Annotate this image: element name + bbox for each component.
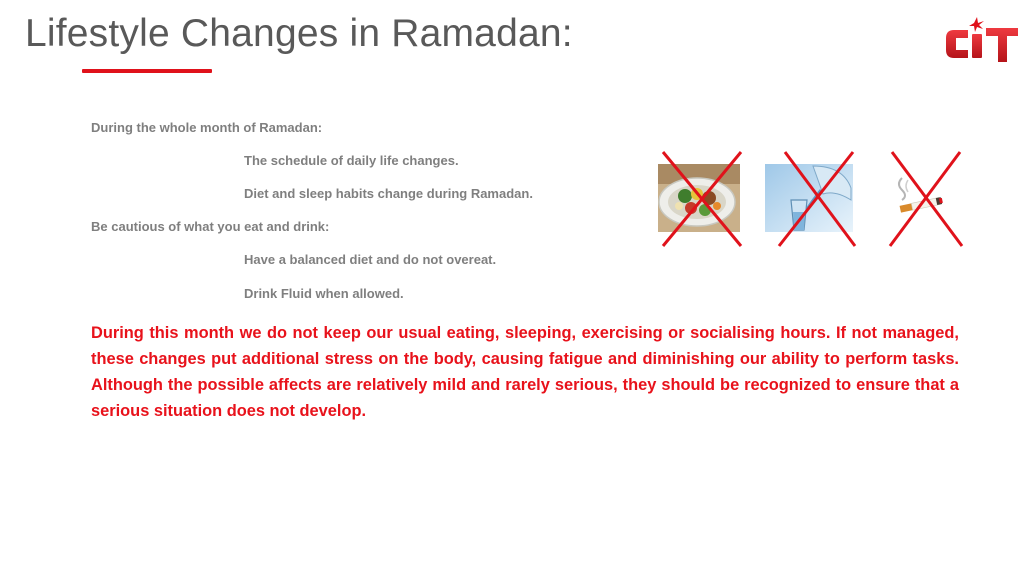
bullet-item: The schedule of daily life changes. [244, 153, 459, 168]
food-plate-icon [655, 150, 745, 248]
bullet-item: Drink Fluid when allowed. [244, 286, 404, 301]
water-glass-icon [763, 150, 857, 248]
bullet-item: During the whole month of Ramadan: [91, 120, 323, 135]
bullet-item: Be cautious of what you eat and drink: [91, 219, 330, 234]
bullet-item: Diet and sleep habits change during Ramadan. [244, 186, 533, 201]
company-logo [942, 14, 1020, 66]
slide-title: Lifestyle Changes in Ramadan: [25, 12, 573, 55]
cigarette-icon [886, 150, 966, 248]
bullet-item: Have a balanced diet and do not overeat. [244, 252, 497, 267]
warning-paragraph: During this month we do not keep our usual eating, sleeping, exercising or socialising hours. If not managed, these changes put additional stress on the body, causing fatigue and diminishing our ability to perform tasks. Although the possible affects are relatively mild and rarely serious, they should be recognized to ensure that a serious situation does not develop. [91, 324, 959, 420]
title-underline [82, 69, 212, 73]
